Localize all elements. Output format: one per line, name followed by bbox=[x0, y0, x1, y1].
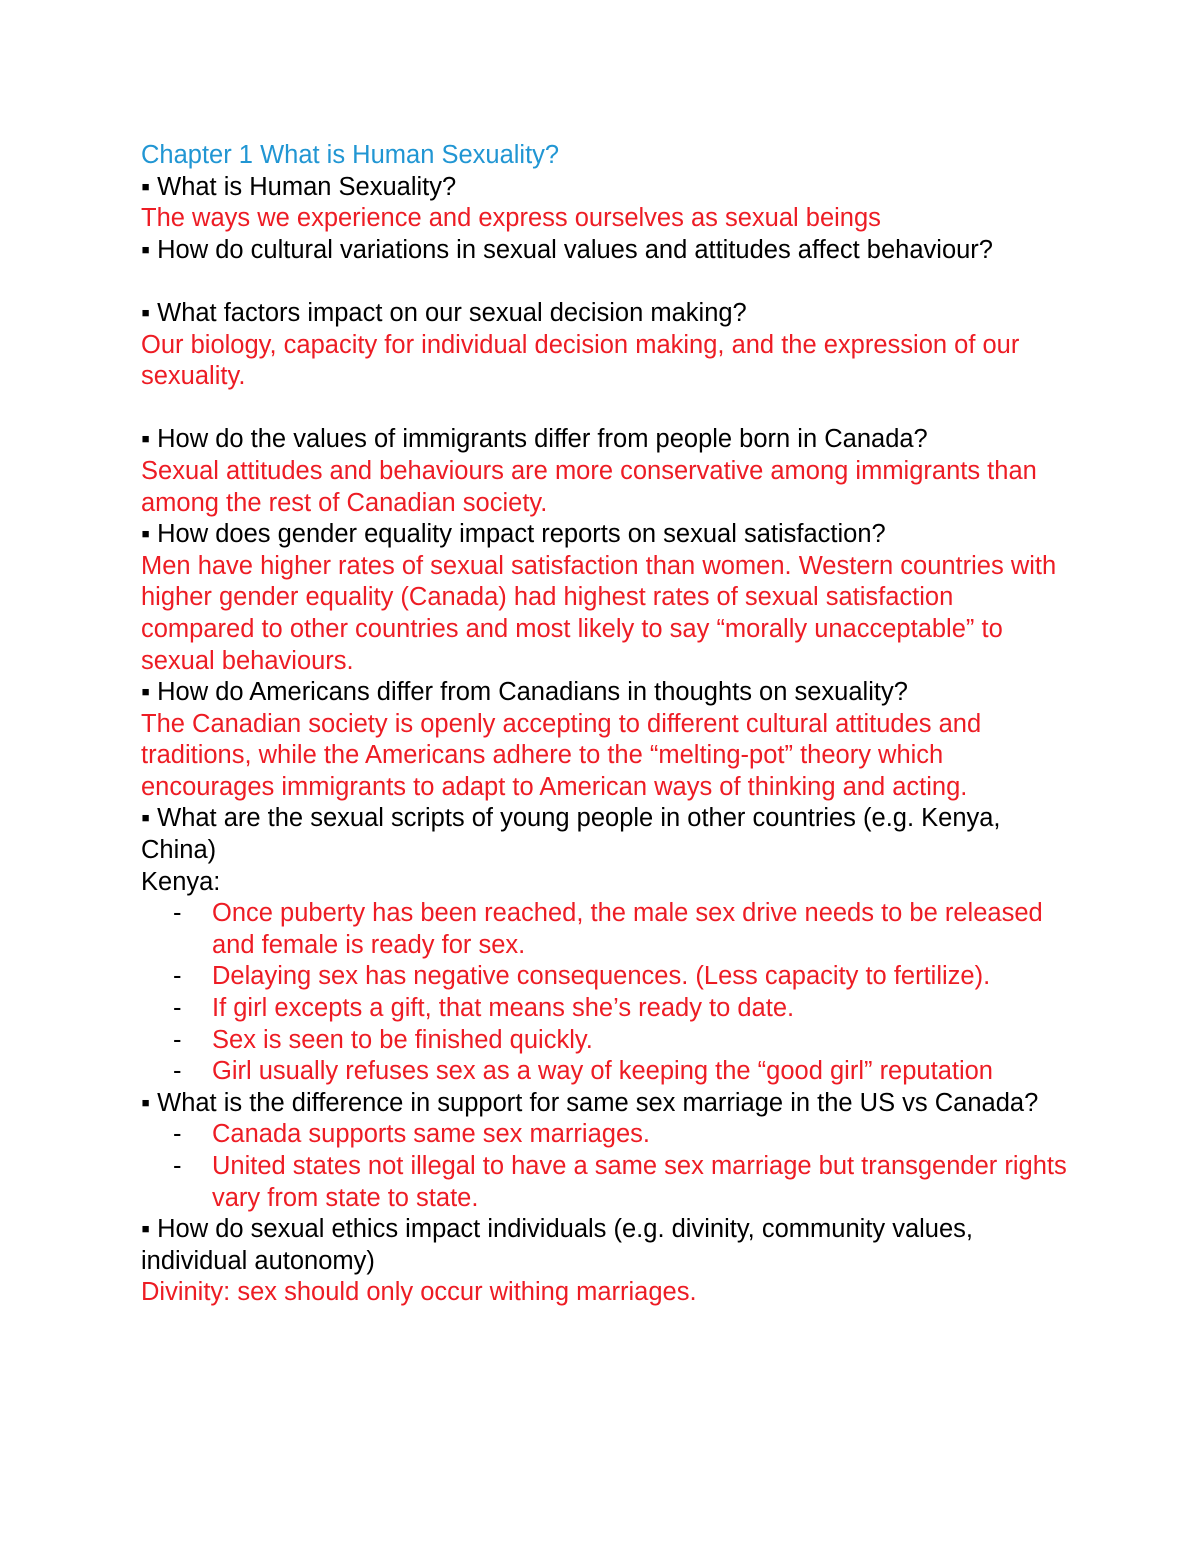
list-item bbox=[141, 1151, 1071, 1214]
dash-marker: - bbox=[173, 1152, 182, 1180]
answer-what-is-human-sexuality: The ways we experience and express ourselves as sexual beings bbox=[141, 204, 881, 233]
kenya-list bbox=[141, 898, 1071, 1088]
list-item bbox=[141, 993, 1071, 1025]
list-item bbox=[141, 961, 1071, 993]
dash-marker: - bbox=[173, 1120, 182, 1149]
list-item bbox=[141, 1119, 1071, 1151]
answer-gender-equality: Men have higher rates of sexual satisfaction than women. Western countries with higher gender equality (Canada) had highest rates of sexual satisfaction compared to other countries and most likely to say “morally unacceptable” to sexual behaviours. bbox=[141, 551, 1057, 675]
list-item-text: Girl usually refuses sex as a way of keeping the “good girl” reputation bbox=[212, 1057, 993, 1086]
dash-marker: - bbox=[173, 994, 182, 1023]
list-item bbox=[141, 898, 1071, 961]
list-item bbox=[141, 1056, 1071, 1088]
dash-marker: - bbox=[173, 899, 182, 928]
answer-immigrant-values: Sexual attitudes and behaviours are more conservative among immigrants than among the rest of Canadian society. bbox=[141, 456, 1037, 517]
list-item-text: Delaying sex has negative consequences. (Less capacity to fertilize). bbox=[212, 962, 991, 991]
blank-line bbox=[141, 393, 1071, 425]
question-immigrant-values: ▪ How do the values of immigrants differ from people born in Canada? bbox=[141, 425, 928, 454]
list-item-text: Once puberty has been reached, the male sex drive needs to be released and female is ready for sex. bbox=[212, 899, 1043, 959]
question-sexual-ethics: ▪ How do sexual ethics impact individuals (e.g. divinity, community values, individual autonomy) bbox=[141, 1215, 973, 1275]
answer-sexual-ethics: Divinity: sex should only occur withing marriages. bbox=[141, 1278, 697, 1307]
question-decision-making-factors: ▪ What factors impact on our sexual decision making? bbox=[141, 298, 747, 327]
list-item-text: United states not illegal to have a same sex marriage but transgender rights vary from state to state. bbox=[212, 1152, 1067, 1212]
question-americans-vs-canadians: ▪ How do Americans differ from Canadians in thoughts on sexuality? bbox=[141, 678, 908, 707]
sublabel-kenya: Kenya: bbox=[141, 867, 221, 896]
dash-marker: - bbox=[173, 1057, 182, 1086]
answer-decision-making-factors: Our biology, capacity for individual decision making, and the expression of our sexuality. bbox=[141, 330, 1020, 391]
list-item-text: Sex is seen to be finished quickly. bbox=[212, 1025, 593, 1054]
question-cultural-variations: ▪ How do cultural variations in sexual values and attitudes affect behaviour? bbox=[141, 235, 993, 264]
chapter-title: Chapter 1 What is Human Sexuality? bbox=[141, 141, 560, 169]
list-item-text: If girl excepts a gift, that means she’s ready to date. bbox=[212, 994, 795, 1023]
list-item-text: Canada supports same sex marriages. bbox=[212, 1120, 650, 1149]
answer-americans-vs-canadians: The Canadian society is openly accepting to different cultural attitudes and traditions, while the Americans adhere to the “melting-pot” theory which encourages immigrants to adapt to American ways of thinking and acting. bbox=[141, 709, 982, 801]
blank-line bbox=[141, 266, 1071, 298]
question-same-sex-marriage: ▪ What is the difference in support for same sex marriage in the US vs Canada? bbox=[141, 1088, 1039, 1117]
list-item bbox=[141, 1025, 1071, 1057]
question-sexual-scripts: ▪ What are the sexual scripts of young people in other countries (e.g. Kenya, China) bbox=[141, 804, 1001, 865]
same-sex-marriage-list bbox=[141, 1119, 1071, 1214]
question-what-is-human-sexuality: ▪ What is Human Sexuality? bbox=[141, 172, 457, 201]
document-page bbox=[141, 140, 1071, 1309]
dash-marker: - bbox=[173, 962, 182, 991]
question-gender-equality: ▪ How does gender equality impact reports on sexual satisfaction? bbox=[141, 520, 886, 549]
dash-marker: - bbox=[173, 1025, 182, 1054]
